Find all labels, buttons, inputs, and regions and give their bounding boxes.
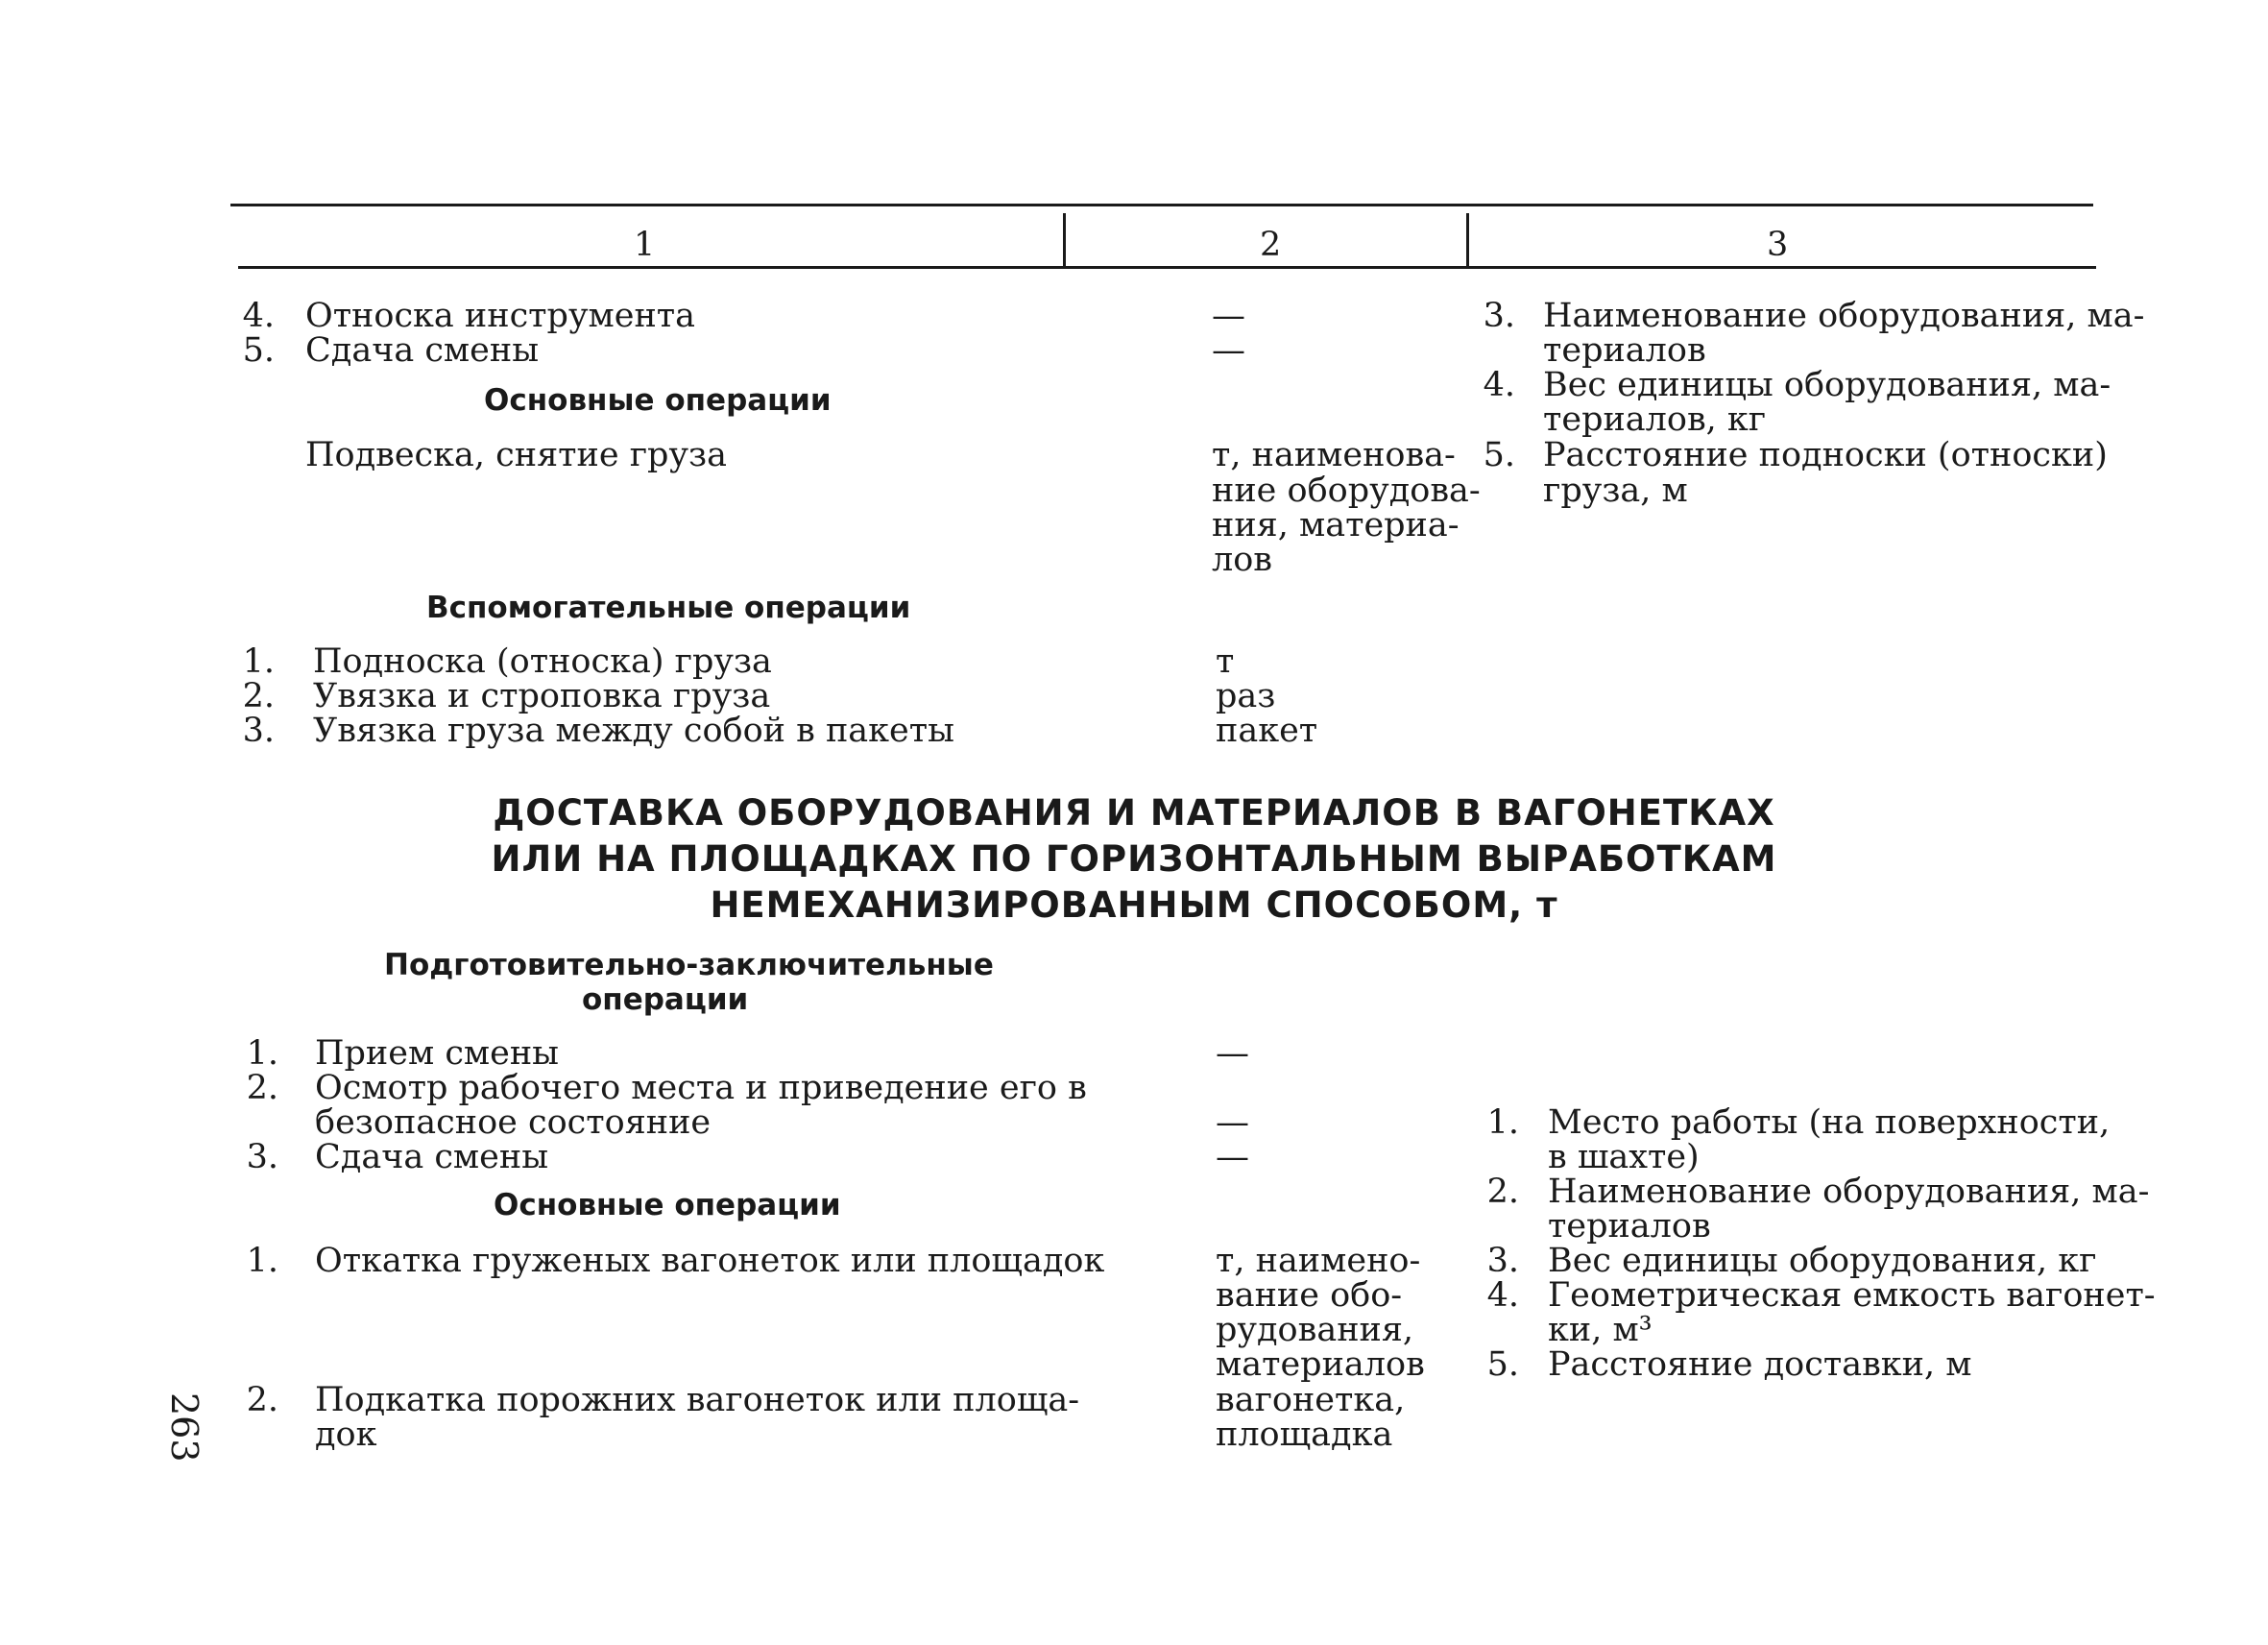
list-item-text: Подкатка порожних вагонеток или площа- (315, 1381, 1080, 1419)
unit-line: лов (1212, 541, 1273, 579)
list-item-text: Подноска (относка) груза (313, 642, 772, 681)
section-title-line-1: ДОСТАВКА ОБОРУДОВАНИЯ И МАТЕРИАЛОВ В ВАГОНЕТКАХ (493, 792, 1775, 834)
column-header-3: 3 (1767, 226, 1789, 264)
unit-line: ние оборудова- (1212, 472, 1481, 510)
unit-dash: — (1216, 1138, 1249, 1176)
factor-text: Вес единицы оборудования, кг (1548, 1242, 2097, 1280)
factor-text: териалов (1548, 1207, 1711, 1246)
list-item-number: 3. (246, 1138, 278, 1176)
list-item-number: 4. (242, 297, 275, 335)
unit-line: вание обо- (1216, 1276, 1403, 1315)
unit-text: пакет (1216, 712, 1318, 750)
factor-number: 2. (1486, 1173, 1519, 1211)
factor-text: териалов (1543, 331, 1706, 370)
list-item-number: 1. (242, 642, 275, 681)
factor-text: Место работы (на поверхности, (1548, 1103, 2111, 1142)
main-operation-text: Подвеска, снятие груза (305, 436, 727, 474)
list-item-text: безопасное состояние (315, 1103, 712, 1142)
factor-text: Геометрическая емкость вагонет- (1548, 1276, 2156, 1315)
list-item-text: Увязка груза между собой в пакеты (313, 712, 954, 750)
unit-line: площадка (1216, 1415, 1393, 1454)
unit-line: т, наименова- (1212, 436, 1456, 474)
section-title-line-3: НЕМЕХАНИЗИРОВАННЫМ СПОСОБОМ, т (710, 884, 1558, 926)
factor-text: ки, м³ (1548, 1311, 1653, 1349)
unit-text: т (1216, 642, 1235, 681)
factor-text: груза, м (1543, 472, 1688, 510)
unit-line: вагонетка, (1216, 1381, 1406, 1419)
column-divider-2 (1466, 213, 1469, 267)
list-item-text: Относка инструмента (305, 297, 696, 335)
unit-line: ния, материа- (1212, 506, 1460, 544)
factor-number: 5. (1486, 1345, 1519, 1384)
factor-number: 1. (1486, 1103, 1519, 1142)
unit-line: рудования, (1216, 1311, 1414, 1349)
list-item-number: 1. (246, 1034, 278, 1073)
unit-line: т, наимено- (1216, 1242, 1421, 1280)
factor-text: Расстояние подноски (относки) (1543, 436, 2108, 474)
factor-number: 3. (1483, 297, 1515, 335)
section-heading-main: Основные операции (484, 383, 832, 418)
section-heading-aux: Вспомогательные операции (426, 591, 911, 625)
factor-number: 5. (1483, 436, 1515, 474)
unit-dash: — (1216, 1103, 1249, 1142)
unit-dash: — (1212, 331, 1245, 370)
column-divider-1 (1063, 213, 1066, 267)
section-heading-prep: Подготовительно-заключительные (384, 948, 994, 982)
column-header-1: 1 (634, 226, 656, 264)
factor-text: в шахте) (1548, 1138, 1700, 1176)
factor-text: Расстояние доставки, м (1548, 1345, 1972, 1384)
section-heading-main: Основные операции (494, 1188, 841, 1222)
factor-number: 4. (1486, 1276, 1519, 1315)
list-item-text: Сдача смены (305, 331, 540, 370)
table-header-bottom-rule (238, 266, 2096, 269)
section-title-line-2: ИЛИ НА ПЛОЩАДКАХ ПО ГОРИЗОНТАЛЬНЫМ ВЫРАБОТКАМ (491, 838, 1777, 880)
list-item-number: 2. (246, 1381, 278, 1419)
factor-text: Наименование оборудования, ма- (1548, 1173, 2150, 1211)
list-item-number: 5. (242, 331, 275, 370)
table-top-rule (230, 204, 2093, 206)
unit-dash: — (1216, 1034, 1249, 1073)
factor-text: териалов, кг (1543, 400, 1767, 439)
list-item-text: док (315, 1415, 377, 1454)
factor-text: Наименование оборудования, ма- (1543, 297, 2145, 335)
list-item-text: Осмотр рабочего места и приведение его в (315, 1069, 1087, 1107)
factor-number: 4. (1483, 366, 1515, 404)
list-item-text: Сдача смены (315, 1138, 549, 1176)
list-item-number: 2. (242, 677, 275, 715)
list-item-text: Прием смены (315, 1034, 560, 1073)
list-item-text: Увязка и строповка груза (313, 677, 771, 715)
page-number: 263 (163, 1392, 205, 1463)
list-item-number: 3. (242, 712, 275, 750)
list-item-number: 1. (246, 1242, 278, 1280)
factor-text: Вес единицы оборудования, ма- (1543, 366, 2111, 404)
unit-text: раз (1216, 677, 1276, 715)
list-item-text: Откатка груженых вагонеток или площадок (315, 1242, 1105, 1280)
factor-number: 3. (1486, 1242, 1519, 1280)
column-header-2: 2 (1260, 226, 1282, 264)
unit-line: материалов (1216, 1345, 1425, 1384)
section-heading-prep: операции (582, 982, 749, 1017)
list-item-number: 2. (246, 1069, 278, 1107)
unit-dash: — (1212, 297, 1245, 335)
